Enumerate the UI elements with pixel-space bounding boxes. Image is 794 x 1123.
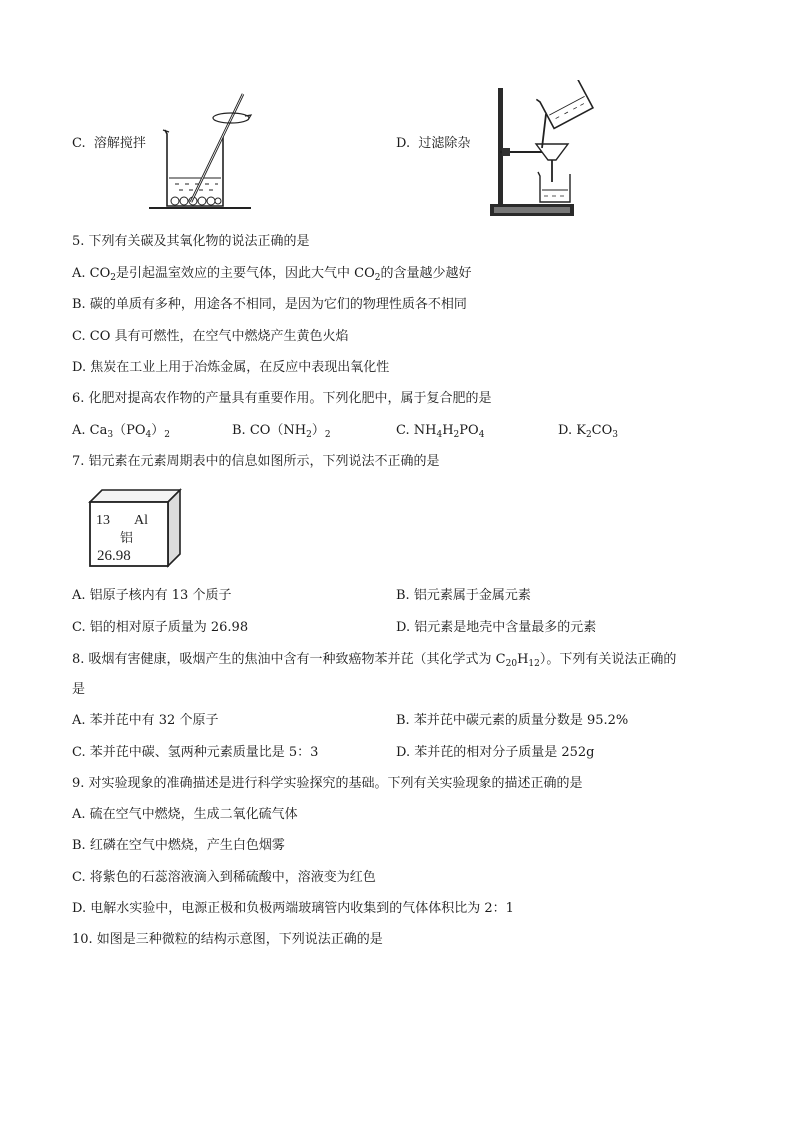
q6-stem: 6. 化肥对提高农作物的产量具有重要作用。下列化肥中，属于复合肥的是 [72, 391, 492, 406]
q5-stem: 5. 下列有关碳及其氧化物的说法正确的是 [72, 234, 310, 249]
q6-option-d: D. $K_2CO_3$ [558, 423, 619, 440]
card-symbol: Al [134, 513, 148, 528]
option-d-text: 过滤除杂 [418, 136, 471, 151]
q9-option-d: D. 电解水实验中，电源正极和负极两端玻璃管内收集到的气体体积比为 2：1 [72, 901, 514, 916]
card-atomic-mass: 26.98 [97, 548, 131, 564]
q6-option-b: B. $CO(NH_2)_2$ [232, 423, 331, 440]
q6-option-c: C. $NH_4H_2PO_4$ [396, 423, 485, 440]
option-d-letter: D. [396, 136, 411, 151]
q6-option-a: A. $Ca_3(PO_4)_2$ [72, 423, 170, 440]
q9-stem: 9. 对实验现象的准确描述是进行科学实验探究的基础。下列有关实验现象的描述正确的是 [72, 776, 583, 791]
q9-option-a: A. 硫在空气中燃烧，生成二氧化硫气体 [72, 807, 298, 822]
q5-option-b: B. 碳的单质有多种，用途各不相同，是因为它们的物理性质各不相同 [72, 297, 467, 312]
q7-option-d: D. 铝元素是地壳中含量最多的元素 [396, 620, 597, 635]
option-d-figure-label [396, 134, 470, 154]
q5-option-a: A. $CO_2$是引起温室效应的主要气体，因此大气中 $CO_2$的含量越少越好 [72, 266, 472, 283]
q8-option-d: D. 苯并芘的相对分子质量是 252g [396, 745, 595, 760]
card-element-name: 铝 [120, 531, 134, 546]
card-atomic-number: 13 [96, 513, 110, 528]
q5-option-d: D. 焦炭在工业上用于冶炼金属，在反应中表现出氧化性 [72, 360, 390, 375]
q7-option-c: C. 铝的相对原子质量为 26.98 [72, 620, 249, 635]
q5-option-c: C. CO 具有可燃性，在空气中燃烧产生黄色火焰 [72, 329, 349, 344]
filtration-setup-figure [486, 80, 598, 220]
q8-stem-line2: 是 [72, 682, 86, 697]
aluminum-element-card [84, 488, 184, 570]
option-c-figure-label [72, 134, 146, 154]
q8-option-c: C. 苯并芘中碳、氢两种元素质量比是 5：3 [72, 745, 319, 760]
q7-stem: 7. 铝元素在元素周期表中的信息如图所示，下列说法不正确的是 [72, 454, 440, 469]
option-c-letter: C. [72, 136, 86, 151]
q9-option-b: B. 红磷在空气中燃烧，产生白色烟雾 [72, 838, 285, 853]
q9-option-c: C. 将紫色的石蕊溶液滴入到稀硫酸中，溶液变为红色 [72, 870, 376, 885]
q7-option-b: B. 铝元素属于金属元素 [396, 588, 531, 603]
q8-stem: 8. 吸烟有害健康，吸烟产生的焦油中含有一种致癌物苯并芘（其化学式为 $C_{20}H_{12}$）。下列有关说法正确的 [72, 652, 677, 669]
q8-option-b: B. 苯并芘中碳元素的质量分数是 95.2% [396, 713, 629, 728]
q8-option-a: A. 苯并芘中有 32 个原子 [72, 713, 219, 728]
stirring-beaker-figure [145, 90, 255, 212]
q7-option-a: A. 铝原子核内有 13 个质子 [72, 588, 232, 603]
q10-stem: 10. 如图是三种微粒的结构示意图，下列说法正确的是 [72, 932, 383, 947]
option-c-text: 溶解搅拌 [93, 136, 146, 151]
